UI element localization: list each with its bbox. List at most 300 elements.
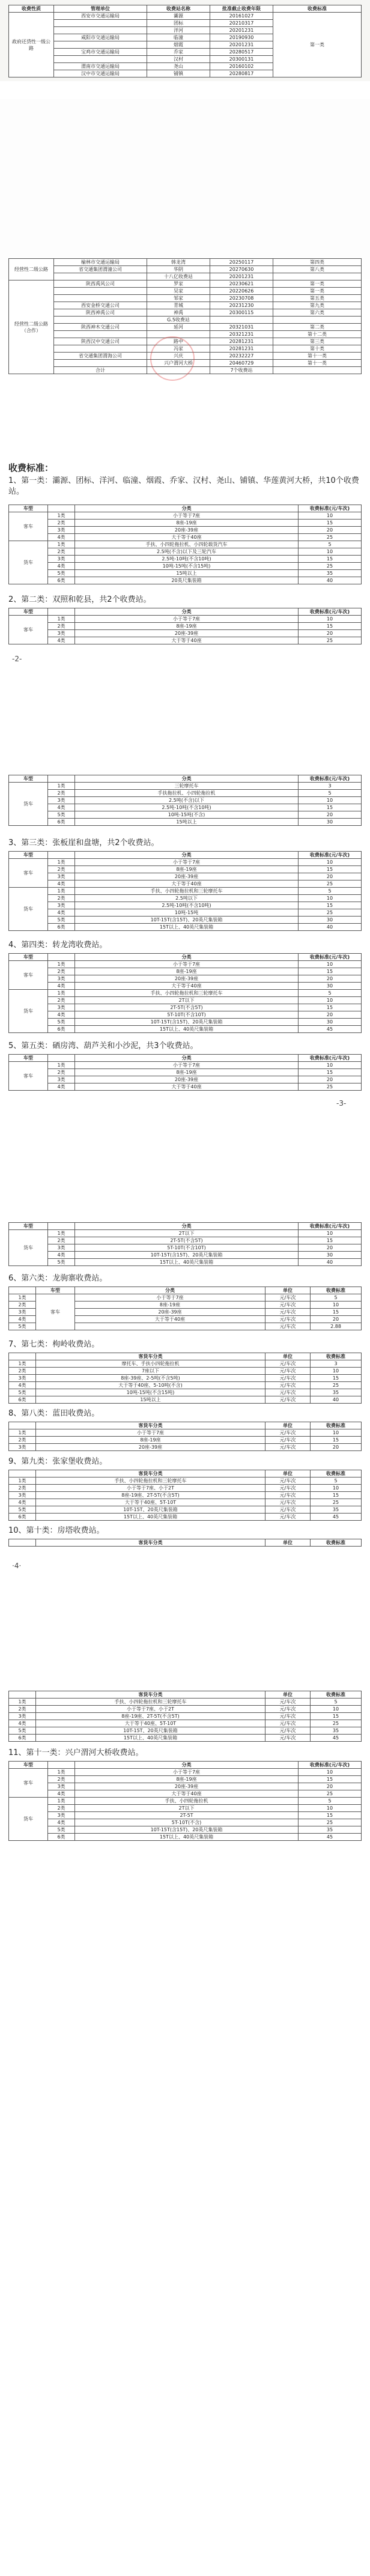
table-cell: 3类 — [9, 1713, 36, 1720]
table-cell — [273, 367, 362, 374]
table-cell: 10 — [311, 1368, 362, 1375]
table-cell: 6类 — [9, 1514, 36, 1521]
table-cell: 15 — [299, 902, 362, 909]
table-cell: 20座-39座 — [75, 630, 299, 637]
table-cell: 3类 — [48, 975, 75, 983]
col-header: 车型 — [9, 505, 48, 512]
table-cell: 3 — [299, 783, 362, 790]
table-cell: 5类 — [48, 1259, 75, 1266]
table-cell: 10T-15T(含15T)、20英尺集装箱 — [75, 1019, 299, 1026]
table-cell: 2类 — [48, 895, 75, 902]
table-cell: 20座-39座 — [75, 1783, 299, 1790]
table-cell: 10 — [311, 1302, 362, 1309]
table-cell: 1类 — [48, 1062, 75, 1069]
table-cell — [54, 331, 147, 338]
table-cell: 10吨-15吨(不含15吨) — [75, 563, 299, 570]
table-cell: 3类 — [48, 797, 75, 804]
col-header: 收费标准(元/车次) — [299, 1223, 362, 1230]
table-cell: 3 — [311, 1360, 362, 1368]
table-cell: 烟霞 — [147, 41, 210, 49]
table-cell: 4类 — [9, 1720, 36, 1727]
section-3-text: 3、第三类：张板崖和盘塘，共2个收费站。 — [8, 838, 159, 847]
table-cell: 小于等于7座 — [75, 1769, 299, 1776]
table-cell: 1类 — [48, 888, 75, 895]
table-cell: 20210317 — [210, 20, 273, 27]
table-cell: 20280517 — [210, 49, 273, 56]
table-cell: 小于等于7座 — [75, 961, 299, 968]
table-cell: 45 — [311, 1514, 362, 1521]
table-cell: 2类 — [9, 1485, 36, 1492]
col-header: 收费标准 — [311, 1353, 362, 1360]
col-header: 单位 — [265, 1353, 311, 1360]
table-cell: 元/车次 — [265, 1375, 311, 1382]
table-cell: 5类 — [48, 811, 75, 819]
table-cell: 15 — [311, 1713, 362, 1720]
table-cell: 10 — [299, 1062, 362, 1069]
table-cell: 4类 — [48, 1252, 75, 1259]
table-cell: 15 — [299, 1069, 362, 1076]
table-cell: 40 — [299, 924, 362, 931]
table-cell: 1类 — [48, 961, 75, 968]
table-cell: 1类 — [9, 1360, 36, 1368]
table-cell: 元/车次 — [265, 1706, 311, 1713]
table-cell: 5类 — [48, 917, 75, 924]
table-cell: 20 — [299, 811, 362, 819]
table-cell: 20230708 — [210, 295, 273, 302]
table-cell: 罗家 — [147, 280, 210, 288]
table-cell: 20280817 — [210, 70, 273, 77]
table-cell: 5类 — [9, 1506, 36, 1514]
col-header: 收费标准 — [311, 1539, 362, 1547]
col-header: 单位 — [265, 1287, 311, 1294]
table-cell — [273, 317, 362, 324]
table-cell: 手扶、小四轮拖拉机和三轮摩托车 — [75, 888, 299, 895]
table-cell: 8座-19座 — [75, 968, 299, 975]
col-header: 车型 — [9, 852, 48, 859]
table-cell: 40 — [299, 1259, 362, 1266]
table-cell — [210, 317, 273, 324]
table-cell: 25 — [299, 880, 362, 888]
table-cell: 15T以上、40英尺集装箱 — [75, 924, 299, 931]
table-cell: 5 — [311, 1477, 362, 1485]
vehicle-type-cell: 客车 — [9, 1769, 48, 1798]
table-cell: 2类 — [9, 1706, 36, 1713]
table-cell: 大于等于40座、5-10吨(不含) — [36, 1382, 265, 1389]
table-cell: 20 — [299, 1783, 362, 1790]
vehicle-type-cell: 客车 — [9, 616, 48, 644]
table-cell: 25 — [299, 1790, 362, 1798]
table-cell: 手扶拖拉机、小四轮拖拉机 — [75, 790, 299, 797]
fee-table-3 — [8, 851, 362, 931]
table-cell: 20250117 — [210, 259, 273, 266]
col-header-unit: 管理单位 — [54, 5, 147, 13]
table-cell — [75, 1323, 265, 1330]
table-cell: 15 — [299, 520, 362, 527]
table-cell: 2类 — [48, 997, 75, 1004]
standard-cell: 第一类 — [273, 13, 362, 77]
table-cell: 30 — [299, 1252, 362, 1259]
table-cell: 手扶、小四轮拖拉机和三轮摩托车 — [36, 1477, 265, 1485]
col-header: 车型 — [9, 608, 48, 616]
table-cell: 手扶、小四轮拖拉机、小四轮载货汽车 — [75, 541, 299, 548]
table-cell: 5类 — [48, 1826, 75, 1834]
table-cell: 元/车次 — [265, 1492, 311, 1499]
table-cell: 渭南市交通运输局 — [54, 63, 147, 70]
table-cell — [54, 345, 147, 353]
table-cell: 20270630 — [210, 266, 273, 273]
col-header — [48, 1223, 75, 1230]
table-cell: 乔家 — [147, 49, 210, 56]
col-header: 车型 — [9, 954, 48, 961]
table-cell: 汉中市交通运输局 — [54, 70, 147, 77]
col-header: 车型 — [9, 1762, 48, 1769]
fee-table-10 — [8, 1691, 362, 1742]
category-cell: 经营性二级公路（合作） — [9, 280, 54, 374]
table-cell: 25 — [299, 534, 362, 541]
table-cell: 15吨以上 — [75, 570, 299, 577]
col-header — [48, 505, 75, 512]
table-cell: 10T-15T(含15T)、20英尺集装箱 — [75, 917, 299, 924]
table-cell: 2类 — [48, 623, 75, 630]
top-station-table — [8, 5, 362, 77]
table-cell — [54, 295, 147, 302]
table-cell: 20321031 — [210, 324, 273, 331]
table-cell: 3类 — [48, 1783, 75, 1790]
table-cell: 第八类 — [273, 266, 362, 273]
fee-table-9 — [8, 1470, 362, 1521]
table-cell: 5类 — [48, 1019, 75, 1026]
fee-standard-heading: 收费标准： — [8, 462, 54, 473]
table-cell: 4类 — [9, 1316, 36, 1323]
table-cell: 手扶、小四轮拖拉机和三轮摩托车 — [75, 990, 299, 997]
table-cell: 10 — [299, 512, 362, 520]
table-cell: 20190930 — [210, 34, 273, 41]
col-header-station: 收费站名称 — [147, 5, 210, 13]
table-cell: 1类 — [48, 1769, 75, 1776]
table-cell: 小于等于7座 — [75, 1062, 299, 1069]
table-cell: 35 — [311, 1389, 362, 1396]
table-cell: 40 — [299, 577, 362, 584]
table-cell: 元/车次 — [265, 1360, 311, 1368]
page-gap — [0, 81, 370, 99]
col-header: 分类 — [75, 852, 299, 859]
col-header: 分类 — [75, 505, 299, 512]
table-cell: 10 — [299, 895, 362, 902]
table-cell: 陕西神木交通公司 — [54, 324, 147, 331]
fee-table-5 — [8, 1054, 362, 1091]
table-cell: 3类 — [48, 630, 75, 637]
table-cell: 15 — [299, 556, 362, 563]
table-cell: 元/车次 — [265, 1735, 311, 1742]
vehicle-type-cell: 货车 — [9, 783, 48, 826]
table-cell: 元/车次 — [265, 1302, 311, 1309]
table-cell: 2T-5T(不含5T) — [75, 1004, 299, 1011]
fee-table-8 — [8, 1422, 362, 1451]
fee-table-10-header — [8, 1539, 362, 1547]
table-cell: 2类 — [48, 520, 75, 527]
table-cell: 元/车次 — [265, 1727, 311, 1735]
col-header: 分类 — [75, 775, 299, 783]
table-cell: 20 — [311, 1316, 362, 1323]
table-cell: 冯家 — [147, 345, 210, 353]
table-cell: 第三类 — [273, 338, 362, 345]
table-cell: 8座-19座、2T-5T(不含5T) — [36, 1492, 265, 1499]
table-cell: 元/车次 — [265, 1713, 311, 1720]
col-header: 收费标准(元/车次) — [299, 1762, 362, 1769]
table-cell: 20 — [299, 1076, 362, 1083]
table-cell: 10 — [299, 859, 362, 866]
sheet-2 — [0, 99, 370, 279]
table-cell: 10 — [299, 616, 362, 623]
vehicle-type-cell: 客车 — [9, 859, 48, 888]
table-cell: 小于等于7座 — [75, 616, 299, 623]
table-cell: 15 — [299, 623, 362, 630]
col-header: 收费标准(元/车次) — [299, 505, 362, 512]
table-cell: 咸阳市交通运输局 — [54, 34, 147, 41]
table-cell: 20 — [299, 1244, 362, 1252]
table-cell: 陕西禹风公司 — [54, 280, 147, 288]
table-cell: 第五类 — [273, 295, 362, 302]
table-cell: 25 — [311, 1720, 362, 1727]
category-cell: 政府还贷性一级公路 — [9, 13, 54, 77]
col-header: 收费标准 — [311, 1470, 362, 1477]
table-cell: 元/车次 — [265, 1368, 311, 1375]
col-header: 客货车分类 — [36, 1539, 265, 1547]
table-cell: 陕西汉中交通公司 — [54, 338, 147, 345]
col-header: 车型 — [9, 1223, 48, 1230]
table-cell: 15吨以上 — [75, 819, 299, 826]
table-cell: 10 — [299, 797, 362, 804]
table-cell: 兴户渭河大桥 — [147, 360, 210, 367]
table-cell: 2.5吨-10吨(不含10吨) — [75, 804, 299, 811]
table-cell: 15吨以上 — [36, 1396, 265, 1404]
table-cell: 3类 — [48, 1244, 75, 1252]
vehicle-type-cell: 货车 — [9, 1798, 48, 1841]
table-cell: 2类 — [9, 1368, 36, 1375]
table-cell: 3类 — [9, 1309, 36, 1316]
col-header: 收费标准 — [311, 1422, 362, 1429]
table-cell: 吴家 — [147, 288, 210, 295]
table-cell — [273, 273, 362, 280]
table-cell: 大于等于40座 — [75, 1790, 299, 1798]
table-cell: 元/车次 — [265, 1514, 311, 1521]
page-gap — [0, 1580, 370, 1688]
table-cell: 第六类 — [273, 309, 362, 317]
table-cell: 30 — [299, 1019, 362, 1026]
table-cell: 1类 — [48, 616, 75, 623]
col-header-standard: 收费标准 — [273, 5, 362, 13]
table-cell: 第二类 — [273, 324, 362, 331]
table-cell: 20座-39座 — [75, 527, 299, 534]
table-cell: 4类 — [48, 1790, 75, 1798]
table-cell: 第十一类 — [273, 353, 362, 360]
table-cell: 2T以下 — [75, 1805, 299, 1812]
col-header: 单位 — [265, 1539, 311, 1547]
table-cell: 10吨-15吨 — [75, 909, 299, 917]
table-cell: 4类 — [48, 637, 75, 644]
table-cell: 5 — [299, 790, 362, 797]
table-cell: 元/车次 — [265, 1429, 311, 1437]
table-cell: 4类 — [9, 1382, 36, 1389]
col-header — [9, 1691, 36, 1699]
table-cell: 15 — [311, 1375, 362, 1382]
col-header — [9, 1353, 36, 1360]
table-cell: 20 — [299, 630, 362, 637]
table-cell: 6类 — [48, 819, 75, 826]
table-cell: 西安金桥交通公司 — [54, 302, 147, 309]
vehicle-type-cell: 客车 — [9, 961, 48, 990]
table-cell: 5T-10T(不含) — [75, 1819, 299, 1826]
table-cell: 35 — [299, 570, 362, 577]
col-header — [9, 1287, 36, 1294]
table-cell: 20 — [311, 1444, 362, 1451]
section-8-text: 8、第八类：蓝田收费站。 — [8, 1409, 100, 1418]
section-4-text: 4、第四类：转龙湾收费站。 — [8, 941, 108, 950]
table-cell: 神禹 — [147, 309, 210, 317]
table-cell: 35 — [311, 1506, 362, 1514]
table-cell — [54, 317, 147, 324]
col-header — [48, 852, 75, 859]
col-header: 分类 — [75, 1055, 299, 1062]
table-cell: 20 — [299, 873, 362, 880]
table-cell — [54, 27, 147, 34]
table-cell: 20231230 — [210, 302, 273, 309]
table-cell: 5T-10T(不含10T) — [75, 1244, 299, 1252]
col-header: 收费标准(元/车次) — [299, 852, 362, 859]
table-cell: 尧山 — [147, 63, 210, 70]
table-cell: 3类 — [48, 527, 75, 534]
table-cell: 5 — [299, 1798, 362, 1805]
table-cell: 1类 — [48, 1798, 75, 1805]
fee-table-1 — [8, 505, 362, 584]
table-cell: 15T以上、40英尺集装箱 — [36, 1514, 265, 1521]
table-cell: 2类 — [48, 1776, 75, 1783]
table-cell: 2类 — [48, 1805, 75, 1812]
col-header: 单位 — [265, 1470, 311, 1477]
table-cell: 30 — [299, 983, 362, 990]
table-cell: 大于等于40座、5T-10T — [36, 1499, 265, 1506]
col-header: 客货车分类 — [36, 1691, 265, 1699]
section-1-text: 1、第一类：灞源、团标、洋河、临潼、烟霞、乔家、汉村、尧山、铺镇、华莲黄河大桥，共10个收费站。 — [8, 476, 359, 496]
table-cell: 8座-19座 — [36, 1437, 265, 1444]
table-cell: 10T-15T、20英尺集装箱 — [36, 1727, 265, 1735]
table-cell: 2.88 — [311, 1323, 362, 1330]
table-cell: 7个收费站 — [210, 367, 273, 374]
table-cell: 榆林市交通运输局 — [54, 259, 147, 266]
col-header: 车型 — [36, 1287, 75, 1294]
col-header: 收费标准(元/车次) — [299, 954, 362, 961]
table-cell: 2T-5T — [75, 1812, 299, 1819]
table-cell: 邹家 — [147, 295, 210, 302]
table-cell: 4类 — [48, 1819, 75, 1826]
table-cell: 10 — [299, 548, 362, 556]
table-cell: 汉村 — [147, 56, 210, 63]
col-header: 收费标准(元/车次) — [299, 775, 362, 783]
table-cell: 省交通集团渭潼公司 — [54, 266, 147, 273]
table-cell: 8座-19座 — [75, 866, 299, 873]
col-header: 单位 — [265, 1691, 311, 1699]
page-number: -2- — [12, 655, 22, 663]
table-cell: 30 — [299, 819, 362, 826]
table-cell: 6类 — [48, 1834, 75, 1841]
table-cell: 2类 — [9, 1437, 36, 1444]
section-2-text: 2、第二类：双照和乾县，共2个收费站。 — [8, 595, 151, 604]
table-cell — [54, 288, 147, 295]
table-cell: 5 — [299, 990, 362, 997]
table-cell: 15 — [299, 1004, 362, 1011]
table-cell: 大于等于40座 — [75, 1083, 299, 1091]
table-cell — [54, 41, 147, 49]
table-cell: 5类 — [9, 1323, 36, 1330]
table-cell: 20460729 — [210, 360, 273, 367]
fee-table-2-cont — [8, 775, 362, 826]
table-cell: 6类 — [48, 1026, 75, 1033]
table-cell: 10T-15T(含15T)、20英尺集装箱 — [75, 1252, 299, 1259]
table-cell: 元/车次 — [265, 1499, 311, 1506]
table-cell: 10 — [311, 1429, 362, 1437]
table-cell: 十八亿收费站 — [147, 273, 210, 280]
table-cell: 第四类 — [273, 259, 362, 266]
table-cell: 20321231 — [210, 331, 273, 338]
table-cell: 5类 — [48, 570, 75, 577]
col-header: 分类 — [75, 1762, 299, 1769]
col-header: 车型 — [9, 1055, 48, 1062]
table-cell: 6类 — [48, 577, 75, 584]
table-cell: 8座-19座 — [75, 1776, 299, 1783]
table-cell: 6类 — [9, 1735, 36, 1742]
table-cell: 5 — [311, 1294, 362, 1302]
col-header: 收费标准(元/车次) — [299, 608, 362, 616]
table-cell: 第十二类 — [273, 331, 362, 338]
table-cell: 元/车次 — [265, 1444, 311, 1451]
table-cell: 韩龙湾 — [147, 259, 210, 266]
table-cell: 15 — [299, 804, 362, 811]
table-cell: 3类 — [48, 1812, 75, 1819]
table-cell: 路中 — [147, 338, 210, 345]
table-cell: 15 — [299, 1776, 362, 1783]
table-cell: 3类 — [9, 1492, 36, 1499]
section-9-text: 9、第九类：张家堡收费站。 — [8, 1457, 108, 1466]
fee-table-4 — [8, 953, 362, 1033]
table-cell: 10 — [299, 1230, 362, 1237]
table-cell: 摩托车、手扶小四轮拖拉机 — [36, 1360, 265, 1368]
fee-table-11 — [8, 1761, 362, 1841]
table-cell: 15 — [311, 1437, 362, 1444]
table-cell: 小于等于7座 — [75, 1294, 265, 1302]
table-cell: 20 — [299, 527, 362, 534]
table-cell: 西安市交通运输局 — [54, 13, 147, 20]
table-cell: 20201231 — [210, 27, 273, 34]
table-cell: 10T-15T(含15T)、20英尺集装箱 — [75, 1826, 299, 1834]
col-header: 分类 — [75, 608, 299, 616]
table-cell: 2.5吨-10吨(不含10吨) — [75, 902, 299, 909]
table-cell: 5 — [311, 1699, 362, 1706]
table-cell: 35 — [311, 1727, 362, 1735]
table-cell: 25 — [299, 563, 362, 570]
table-cell — [54, 20, 147, 27]
table-cell: 元/车次 — [265, 1506, 311, 1514]
table-cell: 三轮摩托车 — [75, 783, 299, 790]
table-cell: 灞源 — [147, 13, 210, 20]
section-10-text: 10、第十类：房塔收费站。 — [8, 1526, 105, 1535]
col-header — [48, 775, 75, 783]
table-cell: 10T-15T、20英尺集装箱 — [36, 1506, 265, 1514]
table-cell: 8座-39座、2-5吨(不含5吨) — [36, 1375, 265, 1382]
table-cell: 1类 — [48, 783, 75, 790]
table-cell: 6类 — [9, 1396, 36, 1404]
table-cell: 宝鸡市交通运输局 — [54, 49, 147, 56]
table-cell: 15T以上、40英尺集装箱 — [75, 1026, 299, 1033]
